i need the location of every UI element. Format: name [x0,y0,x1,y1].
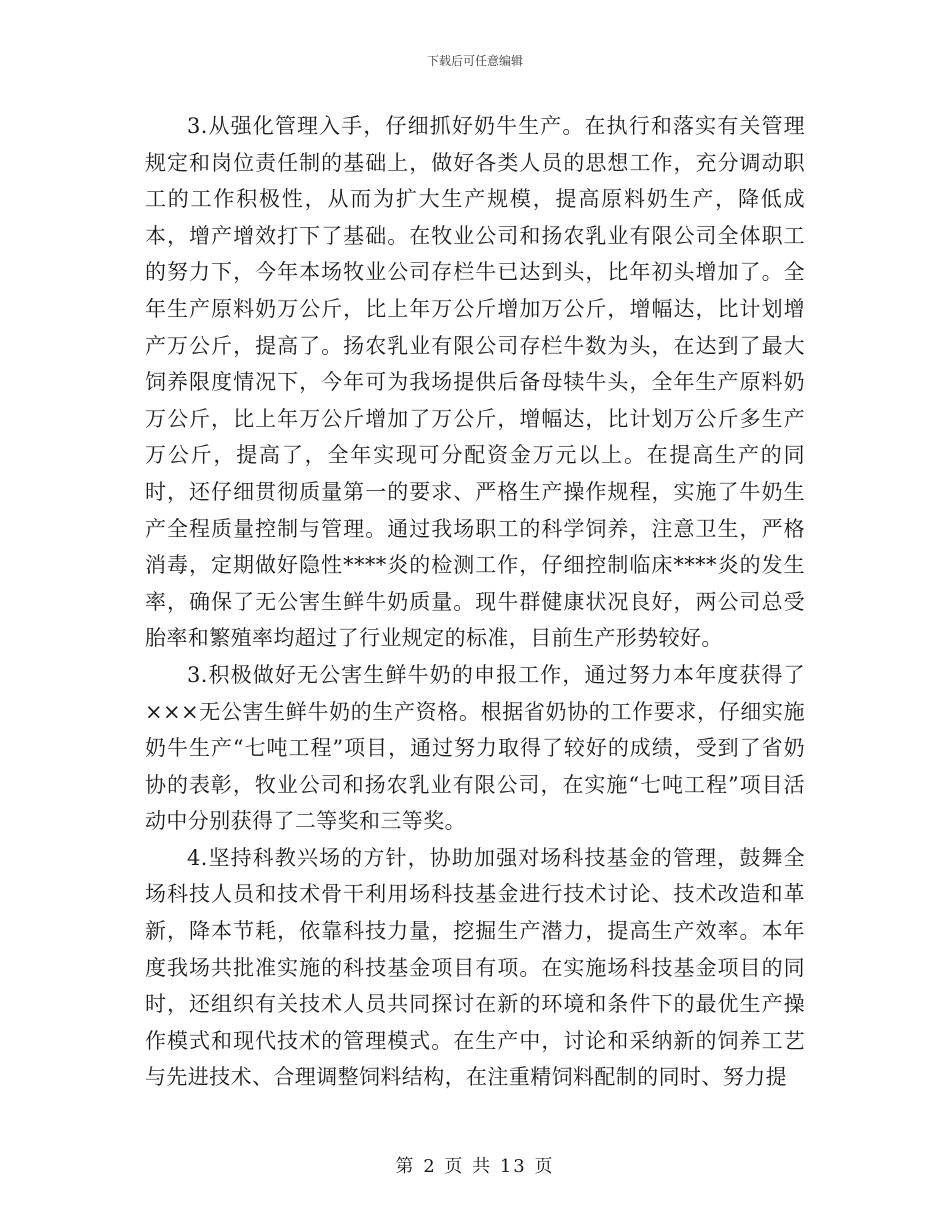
paragraph-3: 4.坚持科教兴场的方针，协助加强对场科技基金的管理，鼓舞全场科技人员和技术骨干利用场科技基金进行技术讨论、技术改造和革新，降本节耗，依靠科技力量，挖掘生产潜力，提高生产效率。本年度我场共批准实施的科技基金项目有项。在实施场科技基金项目的同时，还组织有关技术人员共同探讨在新的环境和条件下的最优生产操作模式和现代技术的管理模式。在生产中，讨论和采纳新的饲养工艺与先进技术、合理调整饲料结构，在注重精饲料配制的同时、努力提 [145,845,805,1090]
page-header: 下载后可任意编辑 [426,54,523,68]
document-body [145,108,805,1096]
paragraph-1: 3.从强化管理入手，仔细抓好奶牛生产。在执行和落实有关管理规定和岗位责任制的基础上，做好各类人员的思想工作，充分调动职工的工作积极性，从而为扩大生产规模，提高原料奶生产，降低成本，增产增效打下了基础。在牧业公司和扬农乳业有限公司全体职工的努力下，今年本场牧业公司存栏牛已达到头，比年初头增加了。全年生产原料奶万公斤，比上年万公斤增加万公斤，增幅达，比计划增产万公斤，提高了。扬农乳业有限公司存栏牛数为头，在达到了最大饲养限度情况下，今年可为我场提供后备母犊牛头，全年生产原料奶万公斤，比上年万公斤增加了万公斤，增幅达，比计划万公斤多生产万公斤，提高了，全年实现可分配资金万元以上。在提高生产的同时，还仔细贯彻质量第一的要求、严格生产操作规程，实施了牛奶生产全程质量控制与管理。通过我场职工的科学饲养，注意卫生，严格消毒，定期做好隐性****炎的检测工作，仔细控制临床****炎的发生率，确保了无公害生鲜牛奶质量。现牛群健康状况良好，两公司总受胎率和繁殖率均超过了行业规定的标准，目前生产形势较好。 [145,114,805,651]
page-footer: 第 2 页 共 13 页 [395,1156,555,1177]
paragraph-2: 3.积极做好无公害生鲜牛奶的申报工作，通过努力本年度获得了×××无公害生鲜牛奶的生产资格。根据省奶协的工作要求，仔细实施奶牛生产“七吨工程”项目，通过努力取得了较好的成绩，受到了省奶协的表彰，牧业公司和扬农乳业有限公司，在实施“七吨工程”项目活动中分别获得了二等奖和三等奖。 [145,662,805,834]
